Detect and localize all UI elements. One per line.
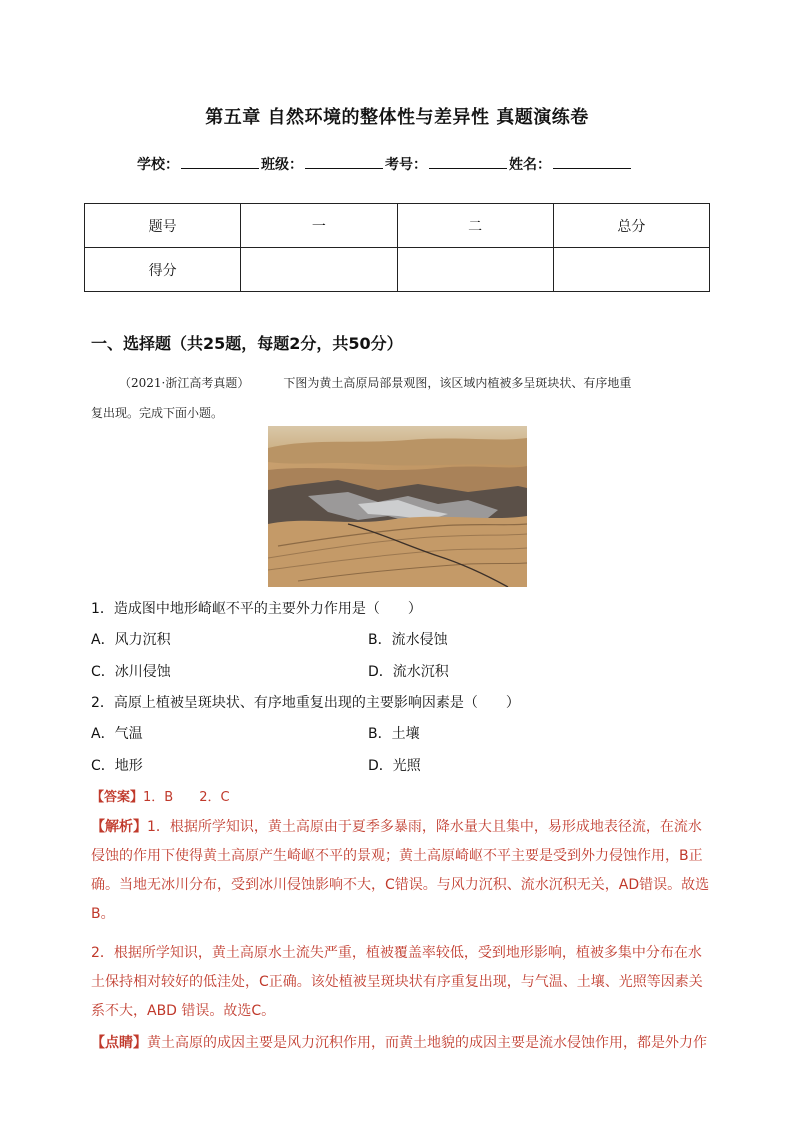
answer-text: 1．B 2．C (143, 790, 230, 805)
analysis-paragraph-2 (91, 939, 711, 1026)
tip-text: 黄土高原的成因主要是风力沉积作用，而黄土地貌的成因主要是流水侵蚀作用，都是外力作 (147, 1035, 707, 1051)
score-table (84, 203, 710, 292)
analysis-tag: 【解析】 (91, 819, 147, 835)
section-heading: 一、选择题（共25题，每题2分，共50分） (91, 334, 403, 353)
header-cell: 二 (397, 204, 553, 248)
answer-line (91, 786, 230, 805)
intro-line-1: 下图为黄土高原局部景观图，该区域内植被多呈斑块状、有序地重 (283, 376, 632, 390)
loess-plateau-photo (268, 426, 527, 587)
exam-title: 第五章 自然环境的整体性与差异性 真题演练卷 (205, 107, 589, 128)
answer-tag: 【答案】 (91, 790, 144, 805)
question-2-option-d[interactable]: D．光照 (368, 758, 421, 774)
analysis-paragraph-1 (91, 813, 711, 929)
number-blank[interactable] (429, 156, 507, 169)
school-blank[interactable] (181, 156, 259, 169)
question-1-option-b[interactable]: B．流水侵蚀 (368, 632, 448, 648)
school-label: 学校： (137, 157, 179, 173)
question-source: （2021·浙江高考真题） (119, 376, 250, 390)
header-cell: 总分 (553, 204, 709, 248)
score-cell[interactable] (241, 248, 397, 292)
question-intro (91, 368, 711, 428)
question-2-option-b[interactable]: B．土壤 (368, 726, 420, 742)
question-1-option-c[interactable]: C．冰川侵蚀 (91, 664, 171, 680)
header-cell: 题号 (85, 204, 241, 248)
question-2-option-a[interactable]: A．气温 (91, 726, 143, 742)
intro-line-2: 复出现。完成下面小题。 (91, 406, 224, 420)
question-2-stem: 2．高原上植被呈斑块状、有序地重复出现的主要影响因素是（ ） (91, 695, 520, 711)
score-cell[interactable] (397, 248, 553, 292)
name-blank[interactable] (553, 156, 631, 169)
tip-paragraph (91, 1029, 711, 1058)
student-info-line (137, 154, 633, 174)
class-blank[interactable] (305, 156, 383, 169)
tip-tag: 【点睛】 (91, 1035, 147, 1051)
header-cell: 一 (241, 204, 397, 248)
score-row-label: 得分 (85, 248, 241, 292)
class-label: 班级： (261, 157, 303, 173)
number-label: 考号： (385, 157, 427, 173)
score-table-score-row (85, 248, 710, 292)
score-table-header-row (85, 204, 710, 248)
score-cell[interactable] (553, 248, 709, 292)
question-1-stem: 1．造成图中地形崎岖不平的主要外力作用是（ ） (91, 601, 422, 617)
question-1-option-d[interactable]: D．流水沉积 (368, 664, 449, 680)
question-1-option-a[interactable]: A．风力沉积 (91, 632, 171, 648)
question-2-option-c[interactable]: C．地形 (91, 758, 143, 774)
name-label: 姓名： (509, 157, 551, 173)
analysis-text-1: 1．根据所学知识，黄土高原由于夏季多暴雨，降水量大且集中，易形成地表径流，在流水侵蚀的作用下使得黄土高原产生崎岖不平的景观；黄土高原崎岖不平主要是受到外力侵蚀作用，B正确。当地无冰川分布，受到冰川侵蚀影响不大，C错误。与风力沉积、流水沉积无关，AD错误。故选B。 (91, 819, 710, 922)
analysis-text-2: 2．根据所学知识，黄土高原水土流失严重，植被覆盖率较低，受到地形影响，植被多集中分布在水土保持相对较好的低洼处，C正确。该处植被呈斑块状有序重复出现，与气温、土壤、光照等因素关系不大，ABD 错误。故选C。 (91, 945, 703, 1019)
